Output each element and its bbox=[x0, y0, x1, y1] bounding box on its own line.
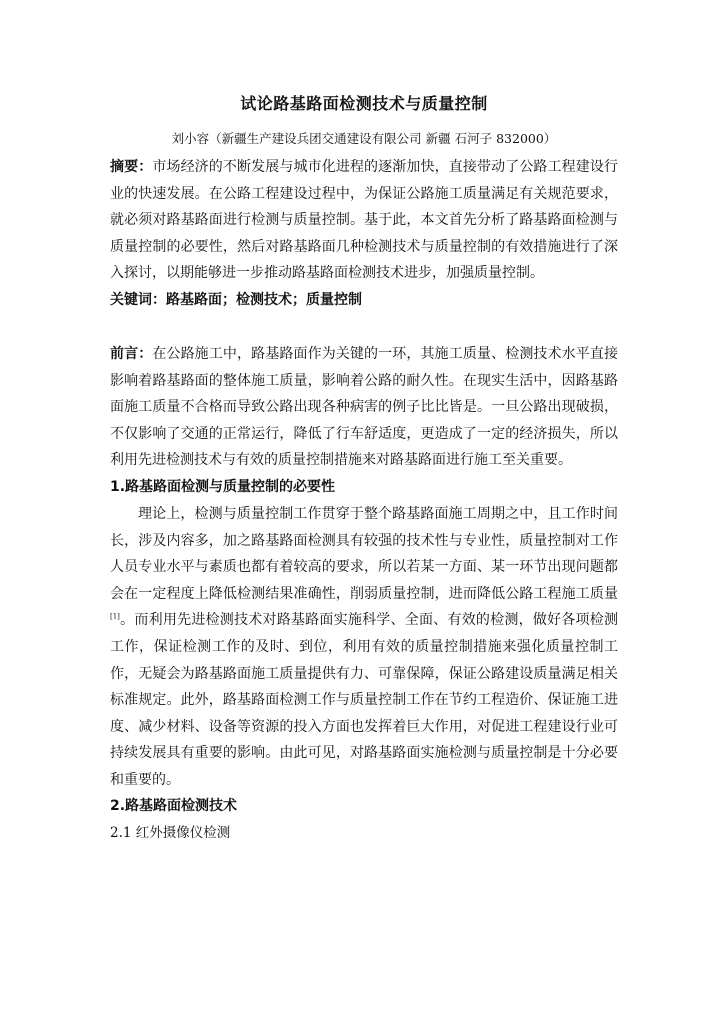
document-title: 试论路基路面检测技术与质量控制 bbox=[240, 94, 488, 113]
keywords-text: 路基路面；检测技术；质量控制 bbox=[166, 291, 362, 308]
section-1-text-part2: 。而利用先进检测技术对路基路面实施科学、全面、有效的检测，做好各项检测工作，保证检测工作的及时、到位，利用有效的质量控制措施来强化质量控制工作，无疑会为路基路面施工质量提供有力、可靠保障，保证公路建设质量满足相关标准规定。此外，路基路面检测工作与质量控制工作在节约工程造价、保证施工进度、减少材料、设备等资源的投入方面也发挥着巨大作用，对促进工程建设行业可持续发展具有重要的影响。由此可见，对路基路面实施检测与质量控制是十分必要和重要的。 bbox=[110, 612, 618, 788]
abstract-paragraph bbox=[110, 154, 618, 287]
keywords-line bbox=[110, 287, 618, 313]
abstract-label: 摘要： bbox=[110, 159, 153, 175]
section-1-paragraph bbox=[110, 501, 618, 794]
abstract-text: 市场经济的不断发展与城市化进程的逐渐加快，直接带动了公路工程建设行业的快速发展。在公路工程建设过程中，为保证公路施工质量满足有关规范要求，就必须对路基路面进行检测与质量控制。基于此，本文首先分析了路基路面检测与质量控制的必要性，然后对路基路面几种检测技术与质量控制的有效措施进行了深入探讨，以期能够进一步推动路基路面检测技术进步，加强质量控制。 bbox=[110, 159, 618, 282]
author-line: 刘小容（新疆生产建设兵团交通建设有限公司 新疆 石河子 832000） bbox=[171, 131, 557, 146]
citation-reference[interactable]: [1] bbox=[110, 612, 120, 621]
preface-label: 前言： bbox=[110, 345, 153, 362]
section-2-1-subheading: 2.1 红外摄像仪检测 bbox=[110, 825, 231, 842]
section-2-heading: 2.路基路面检测技术 bbox=[110, 798, 238, 815]
preface-paragraph bbox=[110, 341, 618, 474]
keywords-label: 关键词： bbox=[110, 291, 166, 308]
preface-text: 在公路施工中，路基路面作为关键的一环，其施工质量、检测技术水平直接影响着路基路面的整体施工质量，影响着公路的耐久性。在现实生活中，因路基路面施工质量不合格而导致公路出现各种病害的例子比比皆是。一旦公路出现破损，不仅影响了交通的正常运行，降低了行车舒适度，更造成了一定的经济损失，所以利用先进检测技术与有效的质量控制措施来对路基路面进行施工至关重要。 bbox=[110, 345, 618, 469]
section-1-heading: 1.路基路面检测与质量控制的必要性 bbox=[110, 478, 336, 495]
section-1-text-part1: 理论上，检测与质量控制工作贯穿于整个路基路面施工周期之中，且工作时间长，涉及内容多，加之路基路面检测具有较强的技术性与专业性，质量控制对工作人员专业水平与素质也都有着较高的要求，所以若某一方面、某一环节出现问题都会在一定程度上降低检测结果准确性，削弱质量控制，进而降低公路工程施工质量 bbox=[110, 505, 618, 602]
